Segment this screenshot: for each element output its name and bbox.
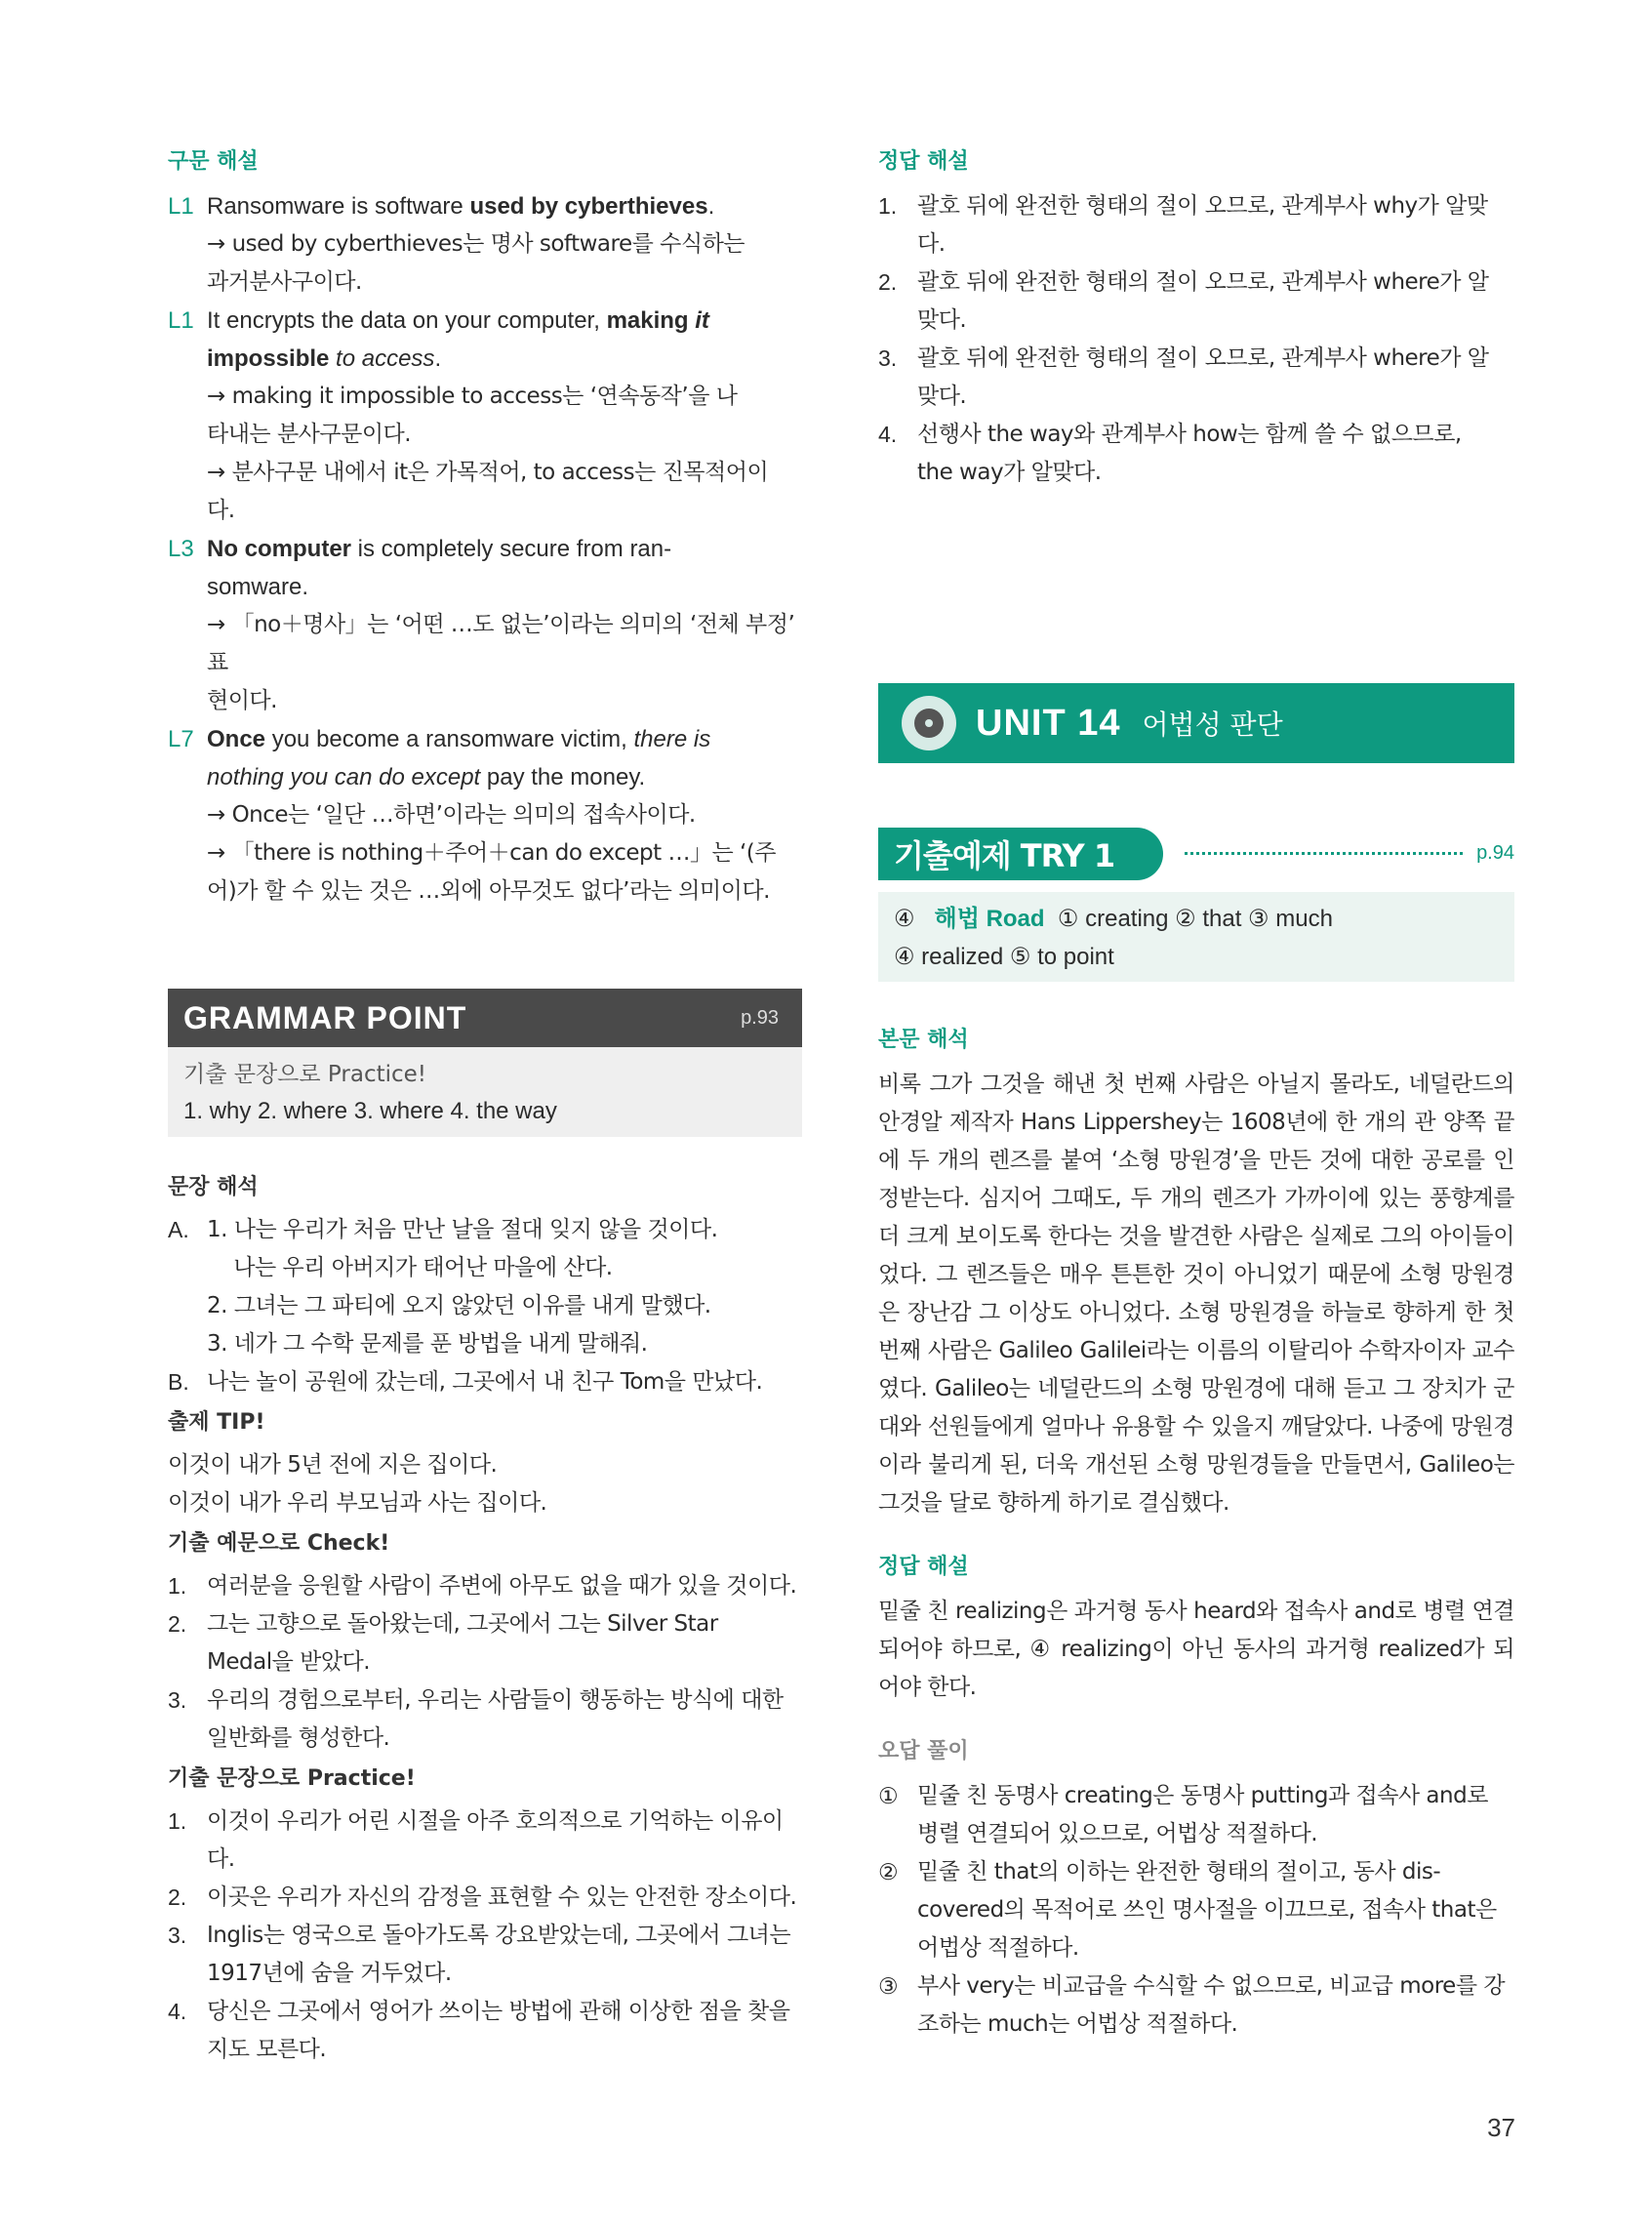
odap-item-text: 조하는 much는 어법상 적절하다. <box>917 2011 1238 2037</box>
gumun-sentence: Once you become a ransomware victim, there is <box>207 726 711 752</box>
practice-item-text: 당신은 그곳에서 영어가 쓰이는 방법에 관해 이상한 점을 찾을 <box>207 1999 790 2024</box>
bonmun-text: 비록 그가 그것을 해낸 첫 번째 사람은 아닐지 몰라도, 네덜란드의 안경알 제작자 Hans Lippershey는 1608년에 한 개의 관 양쪽 끝에 두 개의 렌즈를 붙여 ‘소형 망원경’을 만든 것에 대한 공로를 인정받는다. 심지어 그때도, 두 개의 렌즈가 가까이에 있는 풍향계를 더 크게 보이도록 한다는 것을 발견한 사람은 실제로 그의 아이들이었다. 그 렌즈들은 매우 튼튼한 것이 아니었기 때문에 소형 망원경은 장난감 그 이상도 아니었다. 소형 망원경을 하늘로 향하게 한 첫 번째 사람은 Galileo Galilei라는 이름의 이탈리아 수학자이자 교수였다. Galileo는 네덜란드의 소형 망원경에 대해 듣고 그 장치가 군대와 선원들에게 얼마나 유용할 수 있을지 깨달았다. 나중에 망원경이라 불리게 된, 더욱 개선된 소형 망원경들을 만들면서, Galileo는 그것을 달로 향하게 하기로 결심했다. <box>878 1072 1514 1516</box>
munjang-item-number <box>168 1287 207 1325</box>
gumun-line-cont <box>168 568 802 606</box>
check-item-text: 우리의 경험으로부터, 우리는 사람들이 행동하는 방식에 대한 <box>207 1687 784 1713</box>
jeongdap-item-text: 괄호 뒤에 완전한 형태의 절이 오므로, 관계부사 where가 알 <box>917 269 1489 295</box>
check-item-text: 그는 고향으로 돌아왔는데, 그곳에서 그는 Silver Star <box>207 1611 718 1637</box>
munjang-item-number: A. <box>168 1217 189 1242</box>
practice-item-number <box>168 1841 207 1879</box>
check-item-number: 1. <box>168 1573 187 1599</box>
line-tag: L1 <box>168 307 194 334</box>
odap-item-number: ③ <box>878 1973 899 1999</box>
jeongdap-item <box>878 378 1514 416</box>
jeongdap-item <box>878 416 1514 454</box>
jeongdap-item-text: 맞다. <box>917 307 967 333</box>
line-tag: L7 <box>168 726 194 752</box>
road-label: 해법 Road <box>934 906 1045 932</box>
gumun-sentence: No computer is completely secure from ran- <box>207 536 672 562</box>
jeongdap-item <box>878 302 1514 340</box>
practice-item-number <box>168 1955 207 1993</box>
practice-item-number: 2. <box>168 1885 187 1910</box>
gumun-line <box>168 302 802 340</box>
munjang-item-text: 3. 네가 그 수학 문제를 푼 방법을 내게 말해줘. <box>207 1331 648 1357</box>
gumun-note: → 「there is nothing＋주어＋can do except …」는 ‘(주 <box>207 840 776 866</box>
check-item <box>168 1720 802 1758</box>
odap-item <box>878 1853 1514 1891</box>
odap-item-number: ② <box>878 1859 899 1885</box>
jeongdap-item <box>878 454 1514 492</box>
practice-item-number: 3. <box>168 1923 187 1948</box>
odap-item-text: 병렬 연결되어 있으므로, 어법상 적절하다. <box>917 1821 1318 1846</box>
tip-heading: 출제 TIP! <box>168 1410 265 1435</box>
gumun-note: 과거분사구이다. <box>207 269 362 295</box>
check-heading: 기출 예문으로 Check! <box>168 1531 390 1556</box>
odap-item <box>878 1929 1514 1967</box>
page-number: 37 <box>1487 2113 1515 2142</box>
practice-item-text: 이것이 우리가 어린 시절을 아주 호의적으로 기억하는 이유이 <box>207 1808 784 1834</box>
practice-item <box>168 1917 802 1955</box>
jeongdap2-heading: 정답 해설 <box>878 1555 969 1579</box>
gumun-list <box>168 187 802 911</box>
check-item-number: 2. <box>168 1611 187 1637</box>
gumun-heading: 구문 해설 <box>168 149 259 174</box>
right-column <box>878 146 1514 2044</box>
practice-item <box>168 1879 802 1917</box>
check-item <box>168 1605 802 1643</box>
odap-item-number <box>878 1815 917 1853</box>
munjang-item <box>168 1249 802 1287</box>
practice-item-number: 4. <box>168 1999 187 2024</box>
gumun-sentence: nothing you can do except pay the money. <box>207 764 646 790</box>
practice-item <box>168 2031 802 2069</box>
unit-label: UNIT 14 <box>976 702 1121 744</box>
practice-item <box>168 1803 802 1841</box>
gumun-line <box>168 720 802 758</box>
grammar-point-bar <box>168 989 802 1047</box>
check-item-number: 3. <box>168 1687 187 1713</box>
jeongdap-item-number <box>878 454 917 492</box>
disc-icon <box>902 696 956 750</box>
munjang-item-text: 나는 놀이 공원에 갔는데, 그곳에서 내 친구 Tom을 만났다. <box>207 1369 763 1395</box>
jeongdap-item-text: 괄호 뒤에 완전한 형태의 절이 오므로, 관계부사 why가 알맞 <box>917 193 1488 219</box>
tip-line: 이것이 내가 우리 부모님과 사는 집이다. <box>168 1490 547 1516</box>
jeongdap-item-text: the way가 알맞다. <box>917 460 1102 485</box>
gumun-sentence: somware. <box>207 574 309 600</box>
practice-item-text: 1917년에 숨을 거두었다. <box>207 1961 452 1986</box>
grammar-point-title: GRAMMAR POINT <box>183 999 467 1035</box>
odap-item-number: ① <box>878 1783 899 1808</box>
munjang-item <box>168 1363 802 1401</box>
dotted-leader <box>1185 852 1463 855</box>
unit-subtitle: 어법성 판단 <box>1142 709 1283 741</box>
jeongdap-item-number: 2. <box>878 269 898 295</box>
gumun-note: 다. <box>207 498 235 523</box>
munjang-item <box>168 1325 802 1363</box>
jeongdap-item-number: 1. <box>878 193 898 219</box>
gumun-note: → making it impossible to access는 ‘연속동작’을 나 <box>207 384 738 409</box>
odap-item-text: 어법상 적절하다. <box>917 1935 1079 1961</box>
left-column <box>168 146 802 2069</box>
gumun-line <box>168 187 802 225</box>
practice-list <box>168 1803 802 2069</box>
jeongdap-item-number: 3. <box>878 345 898 371</box>
practice-item-text: 다. <box>207 1846 235 1872</box>
gumun-note: 현이다. <box>207 688 277 713</box>
check-list <box>168 1567 802 1758</box>
check-item-text: Medal을 받았다. <box>207 1649 371 1675</box>
gumun-line-cont <box>168 340 802 378</box>
jeongdap-list <box>878 187 1514 492</box>
check-item <box>168 1643 802 1682</box>
gumun-line-cont <box>168 758 802 796</box>
unit-banner <box>878 683 1514 763</box>
gumun-sentence: impossible to access. <box>207 345 442 372</box>
grammar-point-line1: 기출 문장으로 Practice! <box>183 1062 427 1087</box>
odap-item-text: 밑줄 친 동명사 creating은 동명사 putting과 접속사 and로 <box>917 1783 1488 1808</box>
odap-item-text: 밑줄 친 that의 이하는 완전한 형태의 절이고, 동사 dis- <box>917 1859 1441 1885</box>
tip-list <box>168 1446 802 1522</box>
gumun-note: 타내는 분사구문이다. <box>207 422 412 447</box>
munjang-item <box>168 1211 802 1249</box>
gumun-line <box>168 530 802 568</box>
practice-item-number: 1. <box>168 1808 187 1834</box>
jeongdap2-text: 밑줄 친 realizing은 과거형 동사 heard와 접속사 and로 병렬 연결되어야 하므로, ④ realizing이 아닌 동사의 과거형 realized가 되어야 한다. <box>878 1599 1514 1700</box>
check-item-number <box>168 1720 207 1758</box>
jeongdap-item-number <box>878 302 917 340</box>
check-item-text: 여러분을 응원할 사람이 주변에 아무도 없을 때가 있을 것이다. <box>207 1573 797 1599</box>
try-header <box>878 828 1514 880</box>
jeongdap-item-number: 4. <box>878 422 898 447</box>
jeongdap-item <box>878 263 1514 302</box>
odap-item-text: covered의 목적어로 쓰인 명사절을 이끄므로, 접속사 that은 <box>917 1897 1497 1923</box>
check-item-number <box>168 1643 207 1682</box>
munjang-item-number: B. <box>168 1369 189 1395</box>
gumun-note: 어)가 할 수 있는 것은 …외에 아무것도 없다’라는 의미이다. <box>207 878 770 904</box>
odap-item <box>878 1815 1514 1853</box>
try-page: p.94 <box>1476 842 1514 864</box>
odap-list <box>878 1777 1514 2044</box>
answer-choices-1: ① creating ② that ③ much <box>1057 906 1333 932</box>
odap-item-number <box>878 1929 917 1967</box>
jeongdap-item-text: 선행사 the way와 관계부사 how는 함께 쓸 수 없으므로, <box>917 422 1462 447</box>
jeongdap-item-text: 맞다. <box>917 384 967 409</box>
jeongdap-item-number <box>878 225 917 263</box>
answer-box <box>878 892 1514 982</box>
gumun-sentence: It encrypts the data on your computer, making it <box>207 307 709 334</box>
jeongdap-item <box>878 187 1514 225</box>
tip-line: 이것이 내가 5년 전에 지은 집이다. <box>168 1452 498 1478</box>
odap-item <box>878 2006 1514 2044</box>
gumun-note: → 분사구문 내에서 it은 가목적어, to access는 진목적어이 <box>207 460 769 485</box>
check-item <box>168 1682 802 1720</box>
answer-line1 <box>894 900 1499 938</box>
jeongdap-item-text: 다. <box>917 231 946 257</box>
jeongdap-item <box>878 225 1514 263</box>
practice-item-text: 지도 모른다. <box>207 2037 327 2062</box>
practice-item <box>168 1993 802 2031</box>
line-tag: L1 <box>168 193 194 220</box>
munjang-item-number <box>168 1325 207 1363</box>
grammar-point-line2: 1. why 2. where 3. where 4. the way <box>183 1098 557 1124</box>
munjang-item <box>168 1287 802 1325</box>
gumun-note: → used by cyberthieves는 명사 software를 수식하는 <box>207 231 745 257</box>
jeongdap-item <box>878 340 1514 378</box>
odap-item <box>878 1777 1514 1815</box>
jeongdap-item-text: 괄호 뒤에 완전한 형태의 절이 오므로, 관계부사 where가 알 <box>917 345 1489 371</box>
check-item <box>168 1567 802 1605</box>
odap-heading: 오답 풀이 <box>878 1739 969 1763</box>
odap-item-text: 부사 very는 비교급을 수식할 수 없으므로, 비교급 more를 강 <box>917 1973 1506 1999</box>
bonmun-heading: 본문 해석 <box>878 1028 969 1052</box>
line-tag: L3 <box>168 536 194 562</box>
answer-choices-2: ④ realized ⑤ to point <box>894 944 1114 970</box>
check-item-text: 일반화를 형성한다. <box>207 1725 390 1751</box>
munjang-item-text: 나는 우리 아버지가 태어난 마을에 산다. <box>207 1255 613 1280</box>
odap-item <box>878 1967 1514 2006</box>
gumun-note: → 「no＋명사」는 ‘어떤 …도 없는’이라는 의미의 ‘전체 부정’ 표 <box>207 612 795 675</box>
grammar-point-box <box>168 1047 802 1137</box>
munjang-item-text: 1. 나는 우리가 처음 만난 날을 절대 잊지 않을 것이다. <box>207 1217 718 1242</box>
jeongdap-heading: 정답 해설 <box>878 149 969 174</box>
munjang-heading: 문장 해석 <box>168 1175 259 1199</box>
munjang-list <box>168 1211 802 1401</box>
grammar-point-page: p.93 <box>741 1006 779 1029</box>
practice-item-number <box>168 2031 207 2069</box>
odap-item-number <box>878 1891 917 1929</box>
jeongdap-item-number <box>878 378 917 416</box>
try-title: 기출예제 TRY 1 <box>878 828 1163 880</box>
gumun-sentence: Ransomware is software used by cyberthieves. <box>207 193 715 220</box>
practice-item-text: Inglis는 영국으로 돌아가도록 강요받았는데, 그곳에서 그녀는 <box>207 1923 791 1948</box>
munjang-item-number <box>168 1249 207 1287</box>
practice-item-text: 이곳은 우리가 자신의 감정을 표현할 수 있는 안전한 장소이다. <box>207 1885 797 1910</box>
practice-item <box>168 1841 802 1879</box>
odap-item-number <box>878 2006 917 2044</box>
practice-item <box>168 1955 802 1993</box>
gumun-note: → Once는 ‘일단 …하면’이라는 의미의 접속사이다. <box>207 802 696 828</box>
munjang-item-text: 2. 그녀는 그 파티에 오지 않았던 이유를 내게 말했다. <box>207 1293 711 1318</box>
odap-item <box>878 1891 1514 1929</box>
answer-number: ④ <box>894 906 915 932</box>
practice-heading: 기출 문장으로 Practice! <box>168 1766 416 1791</box>
